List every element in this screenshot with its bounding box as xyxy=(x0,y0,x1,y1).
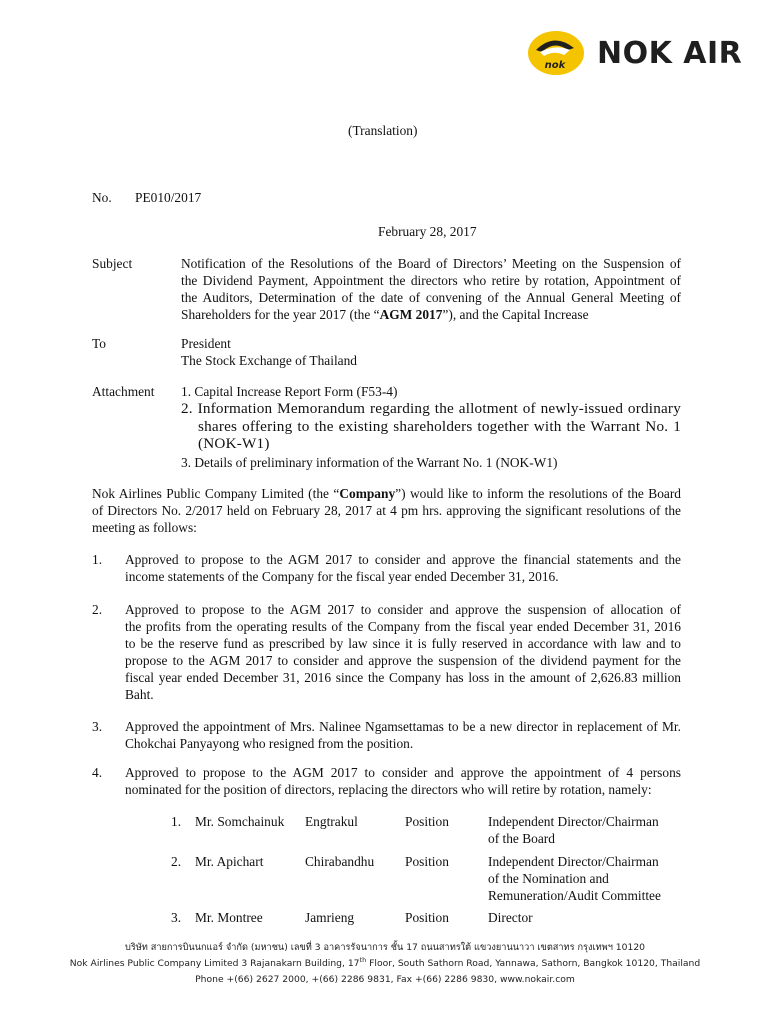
resolution-2 xyxy=(125,601,681,703)
company-term: Company xyxy=(339,486,396,501)
intro-paragraph xyxy=(92,485,681,536)
attachment-item-3: 3. Details of preliminary information of the Warrant No. 1 (NOK-W1) xyxy=(181,455,558,470)
footer-thai-address: บริษัท สายการบินนกแอร์ จำกัด (มหาชน) เลขที่ 3 อาคารรัจนาการ ชั้น 17 ถนนสาทรใต้ แขวงยานนาวา เขตสาทร กรุงเทพฯ 10120 xyxy=(124,942,646,953)
resolution-number: 2. xyxy=(92,602,103,617)
resolution-1 xyxy=(125,551,681,585)
to-label: To xyxy=(92,336,106,351)
director-position-label: Position xyxy=(405,854,449,869)
director-last-name: Jamrieng xyxy=(305,910,355,925)
letter-date: February 28, 2017 xyxy=(378,224,477,239)
resolution-line: income statements of the Company for the fiscal year ended December 31, 2016. xyxy=(125,569,559,584)
agm-term: AGM 2017 xyxy=(379,307,443,322)
director-number: 1. xyxy=(171,814,182,829)
subject-line: the Dividend Payment, Appointment the directors who retire by rotation, Appointment of xyxy=(181,273,681,288)
attachment-line: 2. Information Memorandum regarding the allotment of newly-issued ordinary xyxy=(181,400,681,417)
subject-line: Notification of the Resolutions of the Board of Directors’ Meeting on the Suspension of xyxy=(181,256,681,271)
recipient-title: President xyxy=(181,336,231,351)
attachment-item-2 xyxy=(181,400,681,453)
no-label: No. xyxy=(92,190,112,205)
intro-line: of Directors No. 2/2017 held on February 28, 2017 at 4 pm hrs. approving the significant resolutions of the xyxy=(92,503,681,518)
attachment-line: shares offering to the existing shareholders together with the Warrant No. 1 xyxy=(198,417,681,435)
resolution-number: 3. xyxy=(92,719,103,734)
footer-english-address: Nok Airlines Public Company Limited 3 Rajanakarn Building, 17th Floor, South Sathorn Road, Yannawa, Sathorn, Bangkok 10120, Thailand xyxy=(69,955,701,969)
resolution-line: Approved the appointment of Mrs. Nalinee Ngamsettamas to be a new director in replacement of Mr. xyxy=(125,719,681,734)
footer-contact: Phone +(66) 2627 2000, +(66) 2286 9831, Fax +(66) 2286 9830, www.nokair.com xyxy=(195,974,575,985)
resolution-line: propose to the AGM 2017 to consider and approve the suspension of the dividend payment for the xyxy=(125,653,681,668)
nok-bird-icon xyxy=(524,28,588,78)
resolution-line: nominated for the position of directors, replacing the directors who will retire by rotation, namely: xyxy=(125,782,652,797)
resolution-line: Approved to propose to the AGM 2017 to consider and approve the appointment of 4 persons xyxy=(125,765,681,780)
nok-air-logo xyxy=(524,28,744,78)
translation-label: (Translation) xyxy=(348,123,418,138)
director-number: 3. xyxy=(171,910,182,925)
resolution-line: Chokchai Panyayong who resigned from the position. xyxy=(125,736,414,751)
resolution-line: fiscal year ended December 31, 2016 since the Company has loss in the amount of 2,626.83 million xyxy=(125,670,681,685)
resolution-line: Baht. xyxy=(125,687,154,702)
director-position-label: Position xyxy=(405,814,449,829)
director-position: Independent Director/Chairman of the Board xyxy=(488,814,659,846)
subject-label: Subject xyxy=(92,256,133,271)
director-first-name: Mr. Montree xyxy=(195,910,263,925)
attachment-line: (NOK-W1) xyxy=(198,435,270,452)
director-number: 2. xyxy=(171,854,182,869)
recipient-org: The Stock Exchange of Thailand xyxy=(181,353,358,368)
director-last-name: Chirabandhu xyxy=(305,854,375,869)
resolution-line: the profits from the operating results of the Company from the fiscal year ended December 31, 2016 xyxy=(125,619,681,634)
document-number: PE010/2017 xyxy=(135,190,202,205)
nok-logo-word: nok xyxy=(544,60,566,71)
recipient xyxy=(181,335,357,369)
intro-line: meeting as follows: xyxy=(92,520,197,535)
subject-text xyxy=(181,255,681,323)
resolution-line: Approved to propose to the AGM 2017 to consider and approve the suspension of allocation of xyxy=(125,602,681,617)
attachment-item-1: 1. Capital Increase Report Form (F53-4) xyxy=(181,384,398,399)
resolution-3 xyxy=(125,718,681,752)
resolution-line: to be the reserve fund as prescribed by law since it is fully reserved in accordance with law and to xyxy=(125,636,681,651)
subject-line: the Auditors, Determination of the date of convening of the Annual General Meeting of xyxy=(181,290,681,305)
attachment-label: Attachment xyxy=(92,384,155,399)
director-position: Director xyxy=(488,910,533,925)
resolution-4 xyxy=(125,764,681,798)
director-first-name: Mr. Somchainuk xyxy=(195,814,285,829)
resolution-line: Approved to propose to the AGM 2017 to consider and approve the financial statements and the xyxy=(125,552,681,567)
subject-line: Shareholders for the year 2017 (the “AGM 2017”), and the Capital Increase xyxy=(181,307,589,322)
resolution-number: 1. xyxy=(92,552,103,567)
director-position: Independent Director/Chairman of the Nomination and Remuneration/Audit Committee xyxy=(488,854,661,903)
director-last-name: Engtrakul xyxy=(305,814,358,829)
resolution-number: 4. xyxy=(92,765,103,780)
director-first-name: Mr. Apichart xyxy=(195,854,264,869)
intro-line: Nok Airlines Public Company Limited (the “Company”) would like to inform the resolutions of the Board xyxy=(92,486,681,501)
brand-name: NOK AIR xyxy=(597,36,743,71)
director-position-label: Position xyxy=(405,910,449,925)
